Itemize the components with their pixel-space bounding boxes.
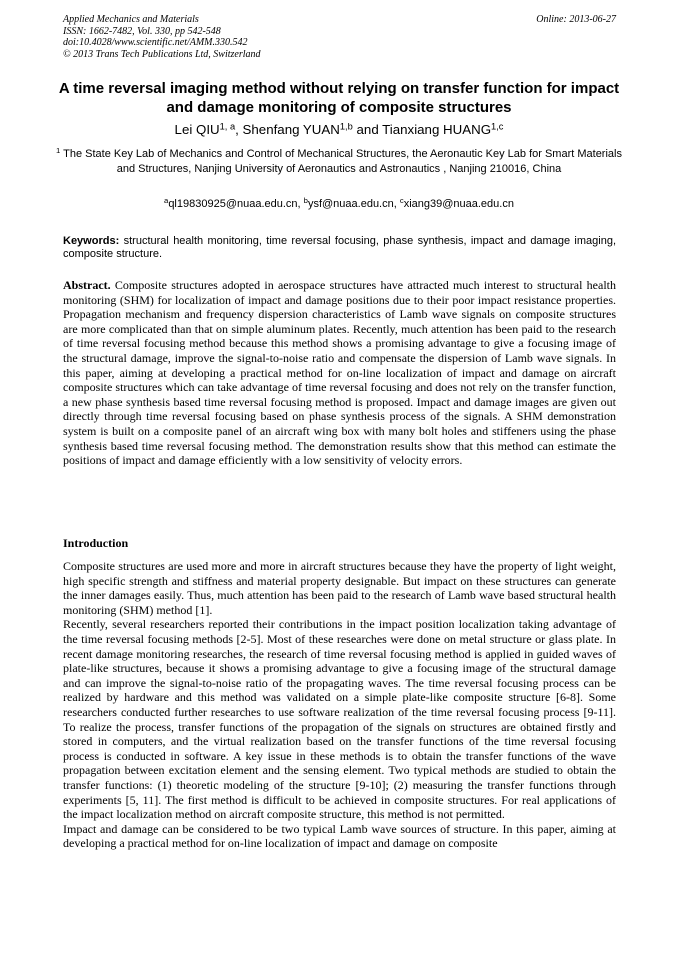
email-sup: b [303,196,308,206]
email-separator: , [393,198,400,210]
author-list [56,121,622,139]
email-link[interactable]: ysf@nuaa.edu.cn [307,198,394,210]
author-name: Shenfang YUAN [242,122,340,137]
keywords-text: structural health monitoring, time reversal focusing, phase synthesis, impact and damage imaging, composite structure. [63,235,616,260]
keywords-label: Keywords: [63,235,120,247]
email-list [56,197,622,211]
abstract [63,278,616,468]
email-sup: c [399,196,404,206]
issn-line: ISSN: 1662-7482, Vol. 330, pp 542-548 [63,25,221,37]
abstract-text: Composite structures adopted in aerospace structures have attracted much interest to structural health monitoring (SHM) for localization of impact and damage positions due to their poor impact resistance properties. Propagation mechanism and frequency dispersion characteristics of Lamb wave signals on composite structures are more complicated than that on simple aluminum plates. Recently, much attention has been paid to the research of time reversal focusing method because this method shows a promising advantage to give a focusing image of the structural damage, improve the signal-to-noise ratio and compensate the dispersion of Lamb wave signals. In this paper, aiming at developing a practical method for on-line localization of impact and damage on aircraft composite structures which can take advantage of time reversal focusing and does not rely on the transfer function, a new phase synthesis based time reversal focusing method is proposed. Impact and damage images are given out directly through time reversal focusing based on phase synthesis process of the signals. A SHM demonstration system is built on a composite panel of an aircraft wing box with many bolt holes and stiffeners using the phase synthesis based time reversal focusing method. The demonstration results show that this method can estimate the positions of impact and damage efficiently with a low sensitivity of velocity errors. [63,278,616,468]
affiliation-sup: 1 [56,146,61,156]
author-separator: , [235,122,243,137]
paragraph: Recently, several researchers reported their contributions in the impact position localization taking advantage of the time reversal focusing methods [2-5]. Most of these researches were done on metal structure or glass plate. In recent damage monitoring researches, the research of time reversal focusing method is applied in guided waves of plate-like structures, because it shows a promising advantage to give a focusing image of the structural damage and can improve the signal-to-noise ratio of the propagating waves. The time reversal focusing process can be realized by hardware and this method was validated on a simple plate-like composite structure [6-8]. Some researchers conducted further researches to use software realization of the time reversal focusing process [9-11]. To realize the process, transfer functions of the propagation of the signals on structures are obtained firstly and stored in computers, and the virtual realization based on the transfer functions of the time reversal focusing process is conducted in software. A key issue in these methods is to obtain the transfer functions of the wave propagation between excitation element and the sensing element. Two typical methods are studied to obtain the transfer functions: (1) theoretic modeling of the structure [9-10]; (2) measuring the transfer functions through experiments [5, 11]. The first method is difficult to be achieved in composite structures. For real applications of the impact localization method on aircraft composite structure, this method is not permitted. [63,617,616,822]
online-date: Online: 2013-06-27 [536,14,616,25]
abstract-label: Abstract. [63,278,111,292]
author-sup: 1,c [491,121,504,132]
author-separator: and [352,122,383,137]
email-separator: , [297,198,304,210]
author-name: Lei QIU [174,122,220,137]
copyright-line: © 2013 Trans Tech Publications Ltd, Switzerland [63,48,261,60]
author-sup: 1,b [339,121,353,132]
author-name: Tianxiang HUANG [382,122,492,137]
affiliation-text: The State Key Lab of Mechanics and Control of Mechanical Structures, the Aeronautic Key Lab for Smart Materials and Structures, Nanjing University of Aeronautics and Astronautics , Nanjing 210016, China [60,148,622,175]
journal-header [63,14,616,60]
section-heading-introduction: Introduction [63,536,129,550]
email-link[interactable]: ql19830925@nuaa.edu.cn [168,198,298,210]
introduction-body [63,559,616,851]
paragraph: Impact and damage can be considered to be two typical Lamb wave sources of structure. In this paper, aiming at developing a practical method for on-line localization of impact and damage on composite [63,821,616,851]
doi-line: doi:10.4028/www.scientific.net/AMM.330.542 [63,37,248,48]
paper-title: A time reversal imaging method without relying on transfer function for impact and damage monitoring of composite structures [58,80,620,116]
keywords [63,235,616,261]
email-link[interactable]: xiang39@nuaa.edu.cn [403,198,514,210]
paragraph: Composite structures are used more and more in aircraft structures because they have the property of light weight, high specific strength and stiffness and material property designable. But impact on these structures can generate the inner damages easily. Thus, much attention has been paid to the research of Lamb wave based structural health monitoring (SHM) method [1]. [63,559,616,617]
affiliation [56,147,622,177]
author-sup: 1, a [219,121,236,132]
email-sup: a [164,196,169,206]
journal-name: Applied Mechanics and Materials [63,14,199,25]
